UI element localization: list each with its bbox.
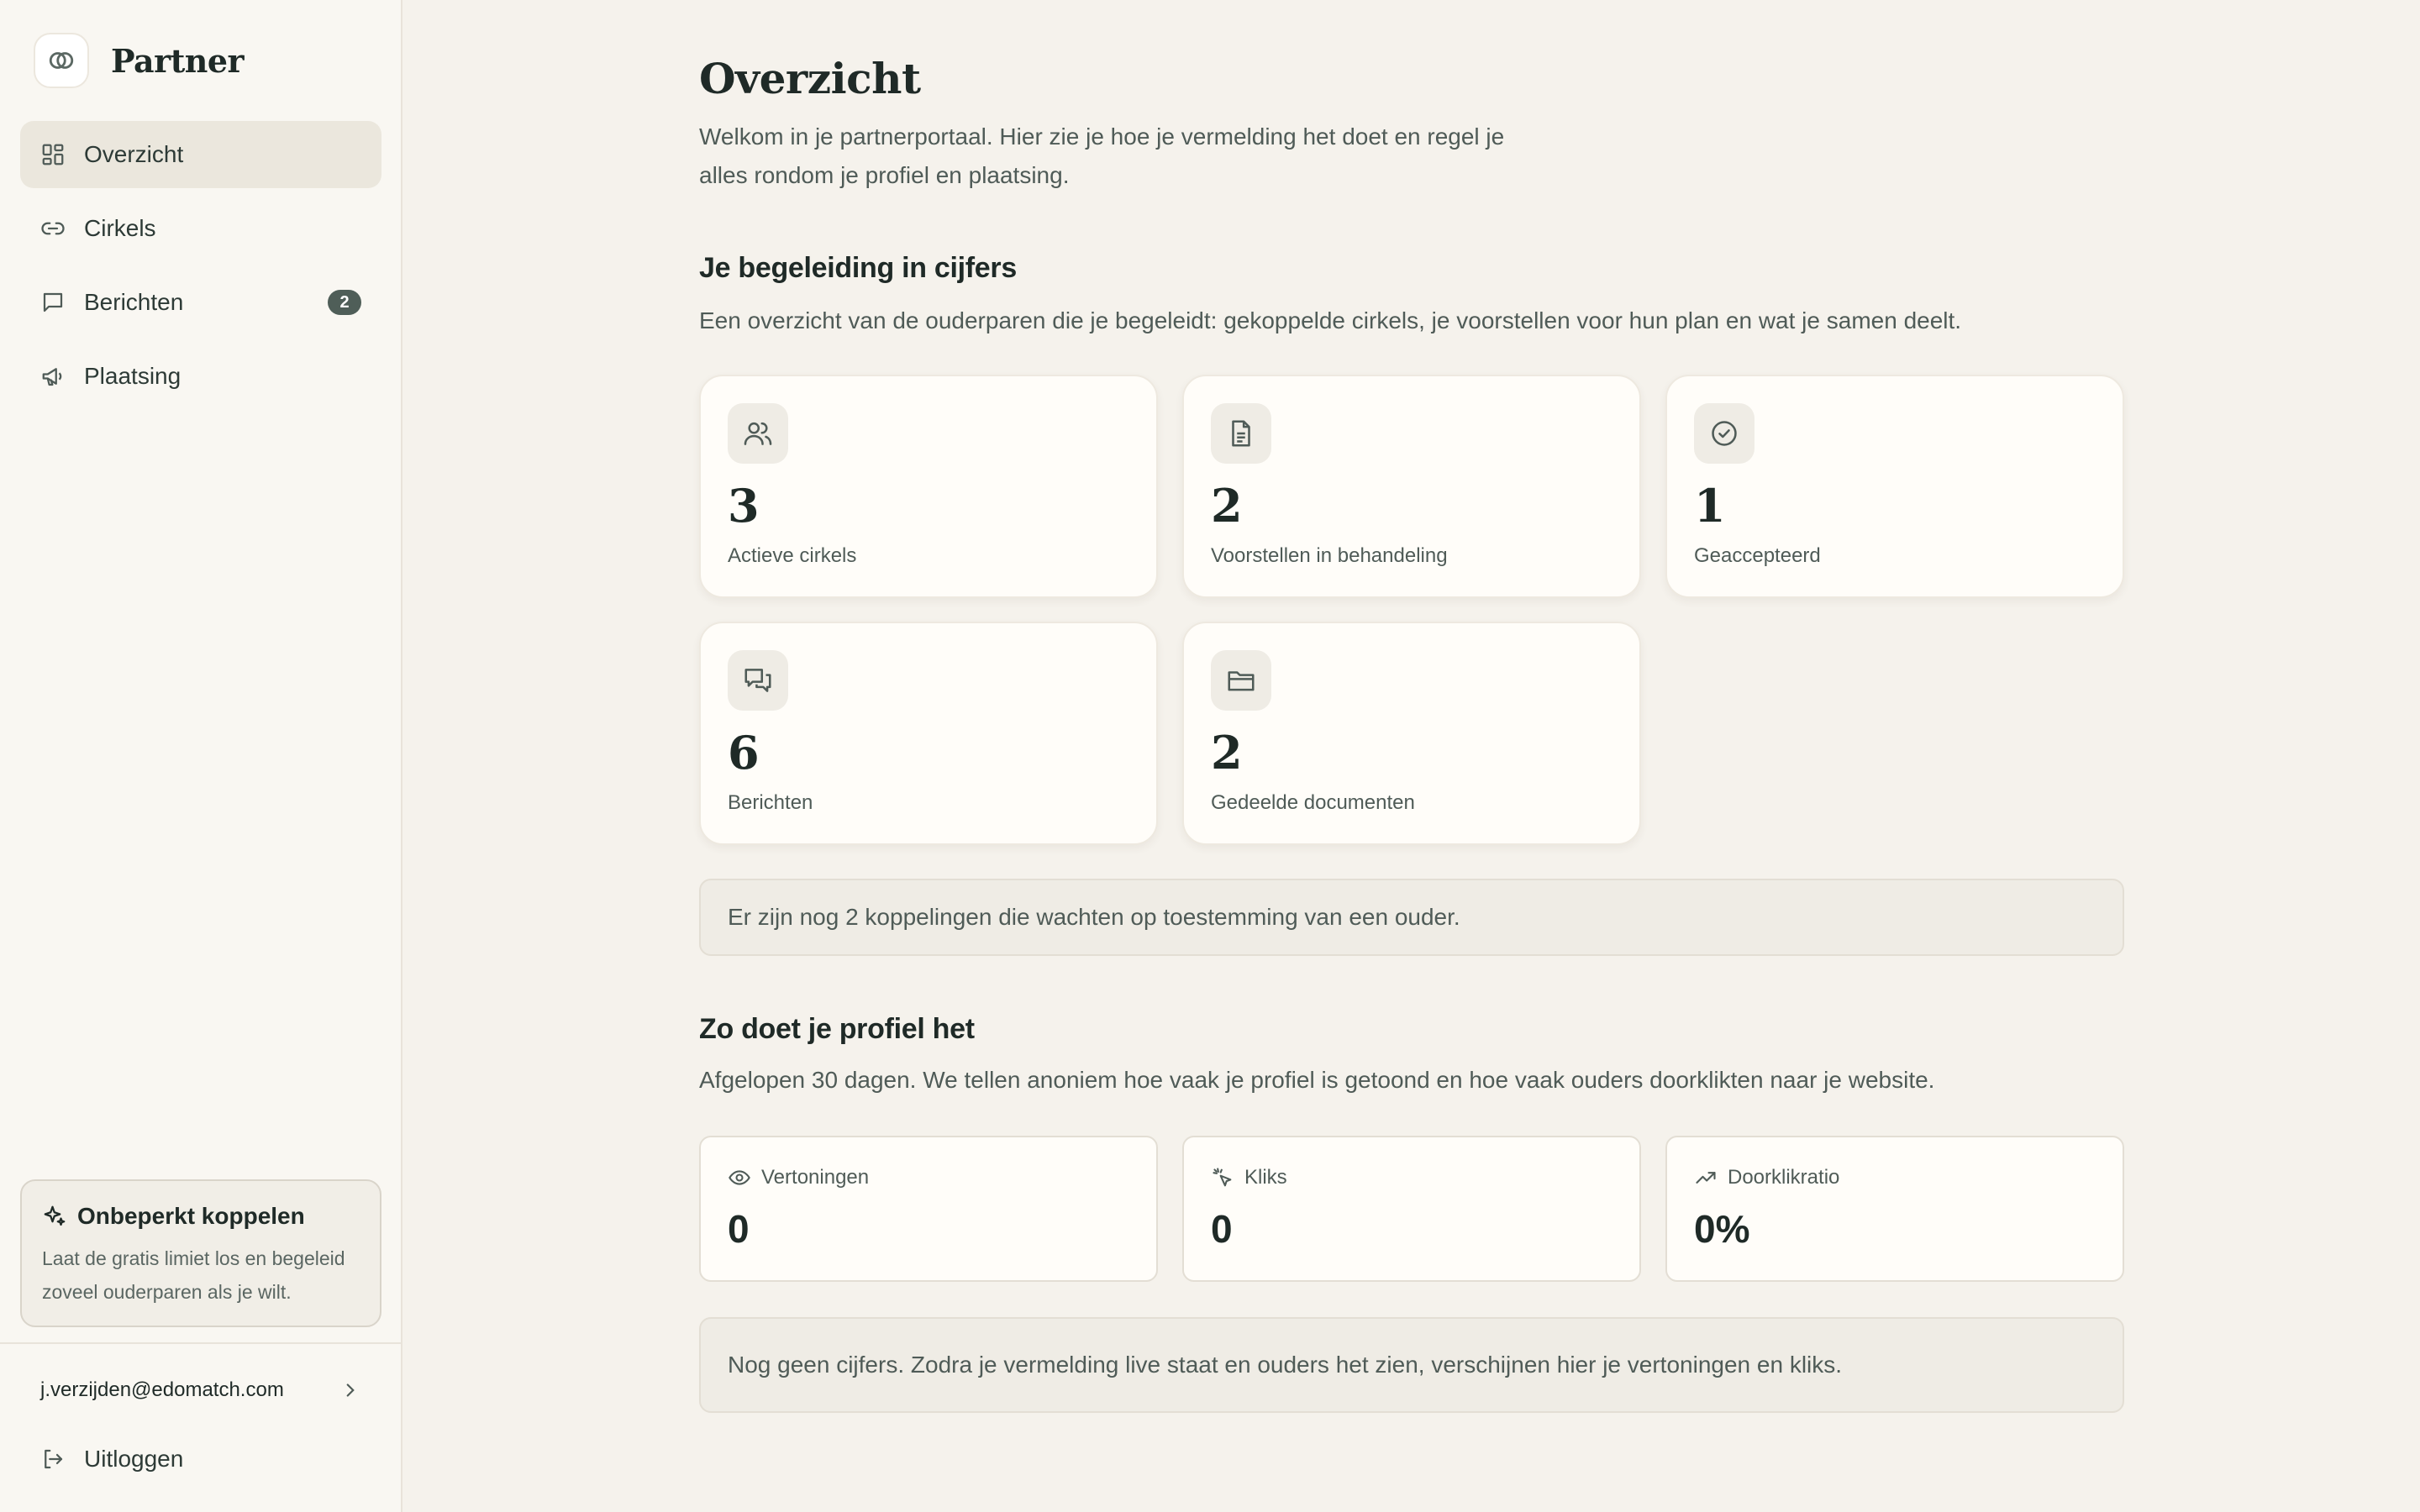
guidance-section-title: Je begeleiding in cijfers (699, 252, 1017, 284)
stat-value: 2 (1211, 479, 1243, 533)
document-icon (1211, 403, 1271, 464)
chevron-right-icon (339, 1379, 361, 1401)
check-circle-icon (1694, 403, 1754, 464)
unread-badge: 2 (328, 290, 361, 315)
stat-label: Gedeelde documenten (1211, 791, 1415, 814)
stat-value: 3 (728, 479, 760, 533)
sidebar-item-plaatsing[interactable] (20, 343, 381, 410)
account-menu[interactable] (20, 1359, 381, 1421)
sidebar-item-label: Berichten (84, 289, 184, 315)
profile-section-subtitle: Afgelopen 30 dagen. We tellen anoniem hoe vaak je profiel is getoond en hoe vaak ouders doorklikten naar je website. (699, 1067, 1935, 1093)
metric-label: Doorklikratio (1728, 1166, 1840, 1189)
page-title: Overzicht (699, 54, 921, 103)
click-icon (1211, 1166, 1234, 1189)
metric-value: 0 (1211, 1207, 1233, 1251)
megaphone-icon (40, 364, 66, 389)
no-stats-notice: Nog geen cijfers. Zodra je vermelding live staat en ouders het zien, verschijnen hier je vertoningen en kliks. (699, 1317, 2124, 1413)
stat-label: Geaccepteerd (1694, 544, 1821, 567)
stat-label: Berichten (728, 791, 813, 814)
brand-name: Partner (111, 41, 245, 80)
metric-card-clicks (1182, 1136, 1641, 1282)
brand[interactable] (34, 32, 244, 89)
metric-card-click-through-rate (1665, 1136, 2124, 1282)
stat-value: 6 (728, 726, 760, 780)
metric-card-impressions (699, 1136, 1158, 1282)
sidebar-item-label: Cirkels (84, 215, 156, 241)
link-icon (40, 216, 66, 241)
upgrade-promo[interactable] (20, 1179, 381, 1327)
metric-head (1211, 1166, 1287, 1189)
promo-title: Onbeperkt koppelen (77, 1203, 305, 1229)
page-intro: Welkom in je partnerportaal. Hier zie je hoe je vermelding het doet en regel je alles rondom je profiel en plaatsing. (699, 123, 1505, 188)
stat-card-shared-documents[interactable] (1182, 622, 1641, 845)
pending-connections-notice: Er zijn nog 2 koppelingen die wachten op toestemming van een ouder. (699, 879, 2124, 956)
metric-label: Vertoningen (761, 1166, 870, 1189)
metric-head (728, 1166, 869, 1189)
eye-icon (728, 1166, 751, 1189)
account-email: j.verzijden@edomatch.com (40, 1378, 284, 1401)
stat-label: Voorstellen in behandeling (1211, 544, 1448, 567)
sidebar-item-overzicht[interactable] (20, 121, 381, 188)
users-icon (728, 403, 788, 464)
logout-button[interactable] (20, 1428, 381, 1490)
metric-label: Kliks (1244, 1166, 1287, 1189)
promo-title-row (42, 1203, 360, 1230)
sidebar-divider (0, 1342, 401, 1344)
stat-card-messages[interactable] (699, 622, 1158, 845)
metric-value: 0% (1694, 1207, 1750, 1251)
sidebar (0, 0, 402, 1512)
stat-value: 1 (1694, 479, 1726, 533)
sidebar-item-label: Overzicht (84, 141, 184, 167)
promo-text: Laat de gratis limiet los en begeleid zoveel ouderparen als je wilt. (42, 1247, 345, 1303)
stat-card-accepted[interactable] (1665, 375, 2124, 598)
chat-bubbles-icon (728, 650, 788, 711)
logout-icon (40, 1446, 66, 1472)
overlapping-circles-logo-icon (34, 33, 89, 88)
logout-label: Uitloggen (84, 1446, 184, 1472)
trending-up-icon (1694, 1166, 1718, 1189)
guidance-section-subtitle: Een overzicht van de ouderparen die je begeleidt: gekoppelde cirkels, je voorstellen voor hun plan en wat je samen deelt. (699, 307, 1962, 333)
metric-head (1694, 1166, 1839, 1189)
dashboard-icon (40, 142, 66, 167)
folder-icon (1211, 650, 1271, 711)
message-icon (40, 290, 66, 315)
stat-card-active-circles[interactable] (699, 375, 1158, 598)
sidebar-item-label: Plaatsing (84, 363, 182, 389)
sidebar-item-cirkels[interactable] (20, 195, 381, 262)
sidebar-item-berichten[interactable] (20, 269, 381, 336)
stat-value: 2 (1211, 726, 1243, 780)
metric-value: 0 (728, 1207, 750, 1251)
stat-card-proposals[interactable] (1182, 375, 1641, 598)
profile-section-title: Zo doet je profiel het (699, 1013, 975, 1045)
stat-label: Actieve cirkels (728, 544, 857, 567)
sparkles-icon (42, 1204, 67, 1229)
sidebar-nav (20, 121, 381, 417)
